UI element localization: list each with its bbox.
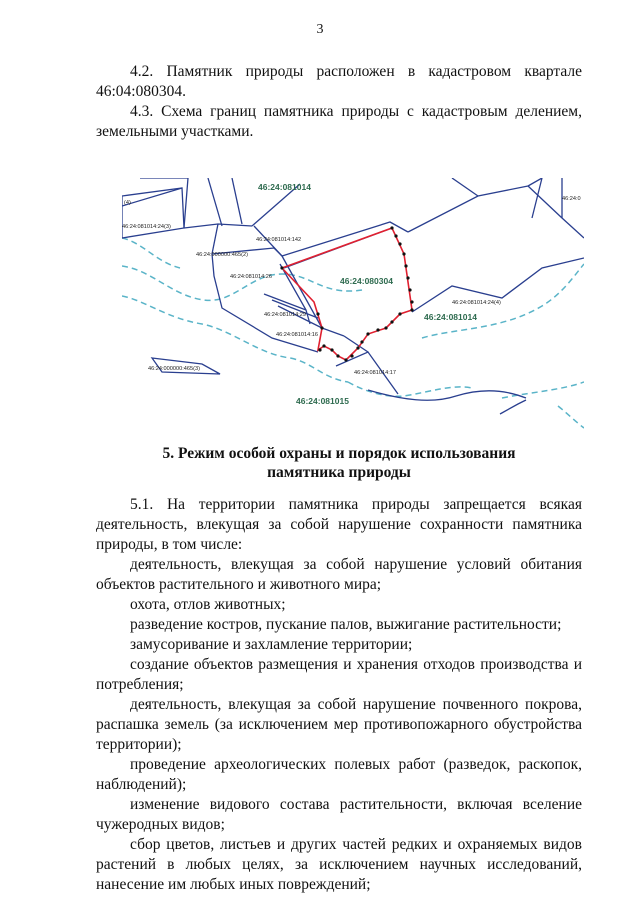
intro-text	[96, 62, 582, 142]
parcel-lines	[122, 178, 584, 414]
section-title-line-1: 5. Режим особой охраны и порядок использования	[162, 445, 516, 462]
paragraph-4-2: 4.2. Памятник природы расположен в кадастровом квартале 46:04:080304.	[96, 63, 582, 100]
block-label-right: 46:24:081014	[424, 312, 477, 322]
paragraph: 5.1. На территории памятника природы запрещается всякая деятельность, влекущая за собой нарушение сохранности памятника природы, в том числе:	[96, 496, 582, 553]
block-label-main: 46:24:080304	[340, 276, 393, 286]
section-heading	[96, 444, 582, 482]
block-label-bottom: 46:24:081015	[296, 396, 349, 406]
parcel-label: 46:24:081014:17	[354, 370, 396, 376]
paragraph: разведение костров, пускание палов, выжигание растительности;	[130, 616, 562, 633]
parcel-label: (4)	[124, 200, 131, 206]
page-number: 3	[316, 22, 324, 37]
water-lines	[122, 238, 584, 428]
section-title-line-2: памятника природы	[267, 464, 411, 481]
parcel-label: 46:24:0	[562, 196, 581, 202]
paragraph: деятельность, влекущая за собой нарушение почвенного покрова, распашка земель (за исключением мер противопожарного обустройства территории);	[96, 696, 582, 753]
parcel-label: 46:24:000000:465(2)	[196, 252, 248, 258]
paragraph: сбор цветов, листьев и других частей редких и охраняемых видов растений в любых целях, за исключением научных исследований, нанесение им любых иных повреждений;	[96, 836, 582, 893]
monument-boundary	[280, 226, 413, 361]
paragraph: деятельность, влекущая за собой нарушение условий обитания объектов растительного и животного мира;	[96, 556, 582, 593]
parcel-label: 46:24:081014:29	[264, 312, 306, 318]
parcel-label: 46:24:081014:142	[256, 237, 302, 243]
block-label-top: 46:24:081014	[258, 182, 311, 192]
parcel-label: 46:24:000000:465(3)	[148, 366, 200, 372]
paragraph: проведение археологических полевых работ (разведок, раскопок, наблюдений);	[96, 756, 582, 793]
paragraph-4-3: 4.3. Схема границ памятника природы с кадастровым делением, земельными участками.	[96, 103, 582, 140]
parcel-label: 46:24:081014:24(3)	[122, 224, 171, 230]
parcel-label: 46:24:081014:24(4)	[452, 300, 501, 306]
paragraph: охота, отлов животных;	[130, 596, 286, 613]
paragraph: замусоривание и захламление территории;	[130, 636, 413, 653]
parcel-label: 46:24:081014:16	[276, 332, 318, 338]
cadastral-map	[122, 178, 584, 432]
paragraph: изменение видового состава растительности, включая вселение чужеродных видов;	[96, 796, 582, 833]
paragraph: создание объектов размещения и хранения отходов производства и потребления;	[96, 656, 582, 693]
section-body	[96, 495, 582, 895]
parcel-label: 46:24:081014:26	[230, 274, 272, 280]
